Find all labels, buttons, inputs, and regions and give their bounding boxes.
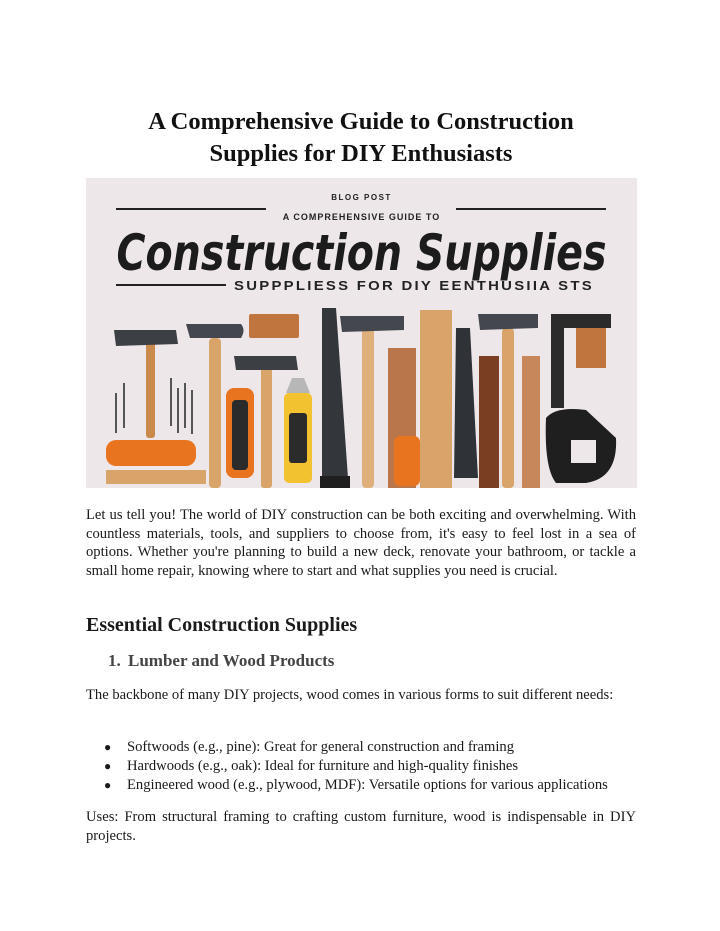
title-line-1: A Comprehensive Guide to Construction [148, 108, 574, 135]
plank-3 [522, 356, 540, 488]
hero-tagline: SUPPPLIESS FOR DIY EENTHUSIIA STS [234, 278, 594, 293]
wood-types-list [104, 738, 644, 795]
plank-dark [479, 356, 499, 488]
section-heading: Essential Construction Supplies [86, 614, 358, 636]
hero-image [86, 178, 637, 488]
title-line-2: Supplies for DIY Enthusiasts [209, 140, 513, 167]
list-item-text: Engineered wood (e.g., plywood, MDF): Versatile options for various applications [127, 777, 608, 793]
clamp-icon [106, 440, 196, 466]
utility-knife-icon [226, 388, 254, 478]
bullet-icon: ● [104, 759, 112, 773]
hero-kicker: BLOG POST [331, 193, 392, 202]
plank-2 [420, 310, 452, 488]
bullet-icon: ● [104, 740, 112, 754]
hero-headline: Construction Supplies [116, 224, 607, 282]
wood-block [249, 314, 299, 338]
list-item-text: Hardwoods (e.g., oak): Ideal for furniture and high-quality finishes [127, 758, 519, 774]
subsection-number: 1. [108, 651, 121, 670]
uses-paragraph: Uses: From structural framing to crafting custom furniture, wood is indispensable in DIY projects. [86, 809, 636, 844]
subsection-heading [108, 650, 334, 672]
list-item [104, 776, 644, 795]
list-item [104, 757, 644, 776]
orange-handle [394, 436, 420, 486]
list-item-text: Softwoods (e.g., pine): Great for general construction and framing [127, 739, 515, 755]
hero-illustration [86, 178, 637, 488]
subsection-title: Lumber and Wood Products [128, 651, 335, 670]
yellow-tool-icon [284, 378, 312, 483]
intro-paragraph: Let us tell you! The world of DIY construction can be both exciting and overwhelming. With countless materials, tools, and suppliers to choose from, it's easy to feel lost in a sea of options. Whether you're planning to build a new deck, renovate your bathroom, or tackle a small home repair, knowing where to start and what supplies you need is crucial. [86, 507, 636, 580]
hero-subtitle: A COMPREHENSIVE GUIDE TO [282, 212, 441, 222]
list-item [104, 738, 644, 757]
saw-handle-grip [571, 440, 596, 463]
wood-strip [106, 470, 206, 484]
bullet-icon: ● [104, 778, 112, 792]
document-title [86, 106, 636, 170]
wood-intro-paragraph: The backbone of many DIY projects, wood comes in various forms to suit different needs: [86, 687, 614, 703]
